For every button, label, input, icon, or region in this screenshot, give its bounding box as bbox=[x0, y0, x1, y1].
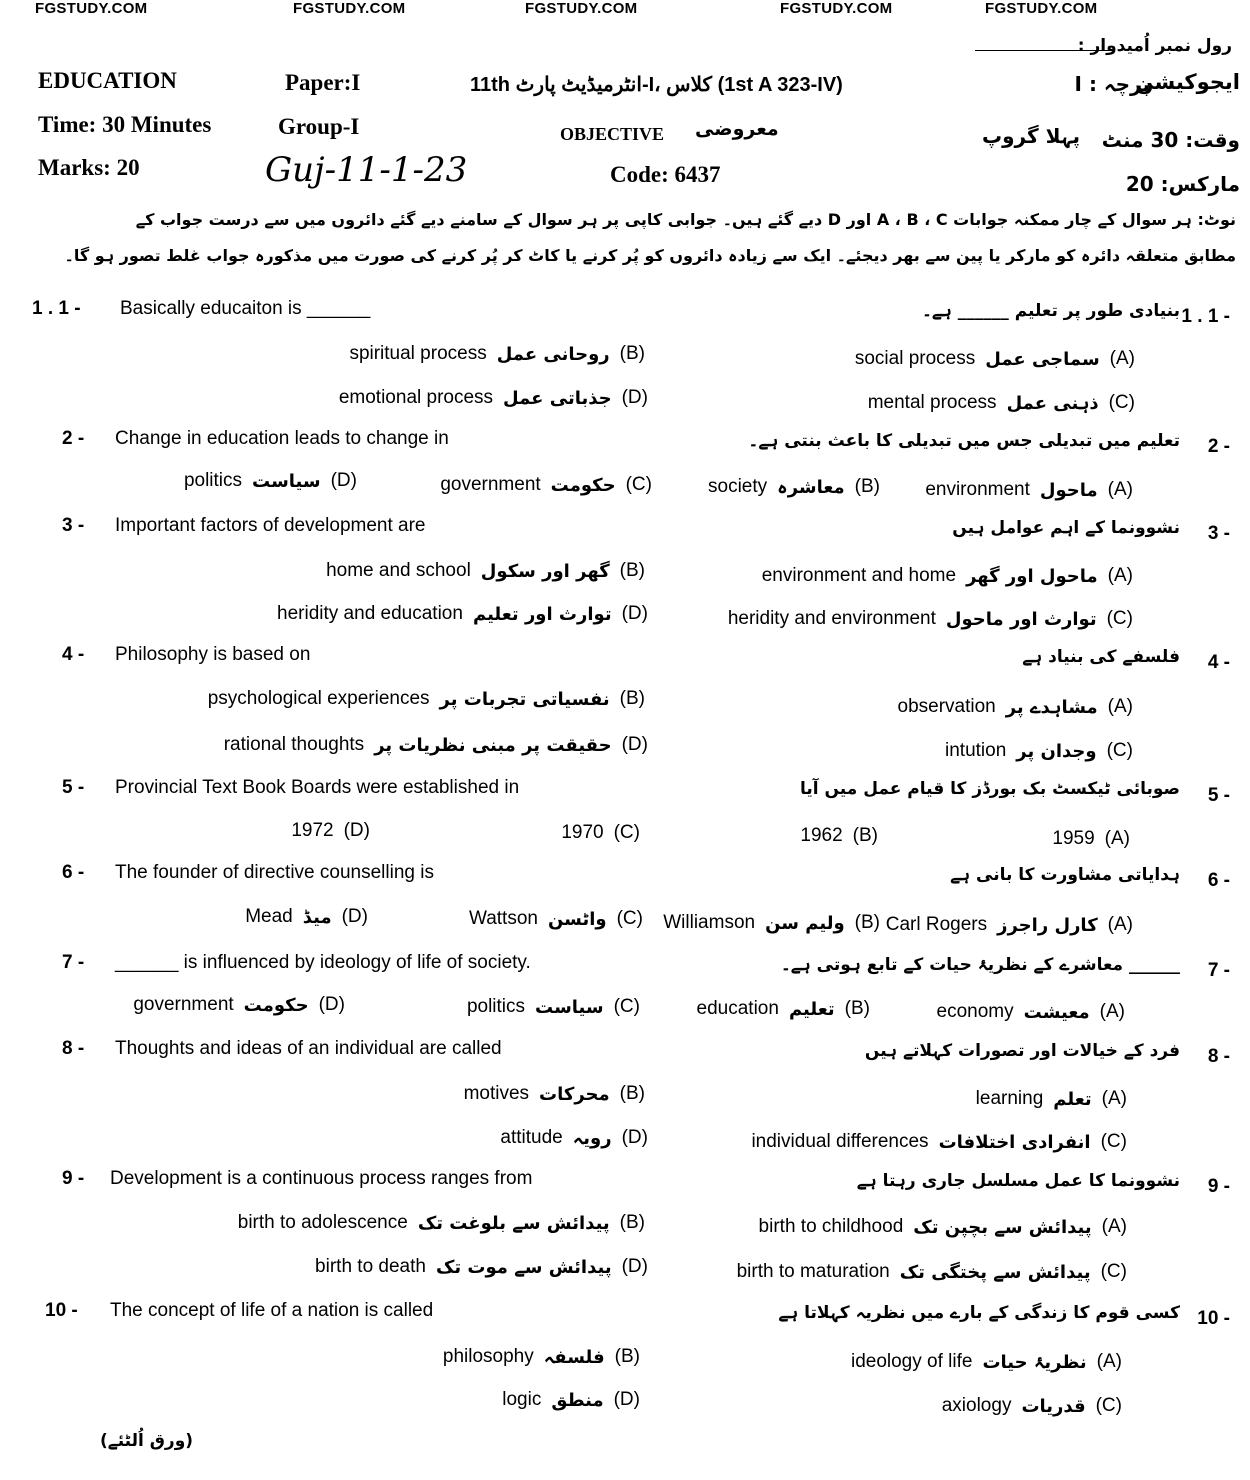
option-text: learning bbox=[975, 1088, 1044, 1109]
question-text: Development is a continuous process ranges from bbox=[110, 1168, 533, 1189]
question-number-urdu: 6 - bbox=[1207, 870, 1230, 891]
answer-option bbox=[277, 603, 648, 625]
answer-option bbox=[184, 470, 357, 492]
question-text-urdu: صوبائی ٹیکسٹ بک بورڈز کا قیام عمل میں آیا bbox=[800, 779, 1180, 799]
answer-option bbox=[976, 1088, 1127, 1110]
question-number-urdu: 8 - bbox=[1207, 1046, 1230, 1067]
question-text-urdu: فلسفے کی بنیاد ہے bbox=[1022, 647, 1180, 667]
option-text: ideology of life bbox=[850, 1351, 973, 1372]
answer-option bbox=[224, 734, 648, 756]
option-text: heridity and education bbox=[277, 603, 463, 624]
question-text-urdu: کسی قوم کا زندگی کے بارے میں نظریہ کہلاتا ہے bbox=[778, 1303, 1180, 1323]
question-text: The concept of life of a nation is called bbox=[110, 1300, 434, 1321]
question-number: 2 - bbox=[62, 428, 85, 449]
instructions-line-1: نوٹ: ہر سوال کے چار ممکنہ جوابات A ، B ، C اور D دیے گئے ہیں۔ جوابی کاپی پر ہر سوال کے سامنے دیے گئے دائروں میں سے درست جواب کے bbox=[135, 210, 1236, 229]
option-text: 1972 bbox=[291, 820, 334, 841]
subject-ur: ایجوکیشن bbox=[1135, 70, 1240, 94]
option-text: observation bbox=[897, 696, 996, 717]
option-text: heridity and environment bbox=[727, 608, 936, 629]
question-text: The founder of directive counselling is bbox=[115, 862, 434, 883]
question-text-urdu: ہدایاتی مشاورت کا بانی ہے bbox=[950, 865, 1180, 885]
option-text-urdu: رویہ bbox=[572, 1127, 612, 1149]
option-text: Wattson bbox=[468, 908, 538, 929]
option-text-urdu: معیشت bbox=[1023, 1001, 1090, 1023]
option-text: motives bbox=[463, 1083, 530, 1104]
handwritten-date: Guj-11-1-23 bbox=[265, 150, 468, 190]
question-number: 5 - bbox=[62, 777, 85, 798]
option-text-urdu: وجدان پر bbox=[1016, 740, 1097, 762]
option-text: society bbox=[708, 476, 768, 497]
option-letter: (B) bbox=[614, 1346, 640, 1367]
question-number-urdu: 2 - bbox=[1207, 436, 1230, 457]
option-text: politics bbox=[183, 470, 243, 491]
option-text-urdu: پیدائش سے پختگی تک bbox=[899, 1261, 1091, 1283]
option-text-urdu: نفسیاتی تجربات پر bbox=[439, 688, 610, 710]
option-letter: (C) bbox=[1100, 1261, 1127, 1282]
option-letter: (A) bbox=[1104, 828, 1130, 849]
option-letter: (D) bbox=[343, 820, 370, 841]
option-letter: (B) bbox=[619, 560, 645, 581]
answer-option bbox=[561, 822, 640, 844]
option-text: social process bbox=[854, 348, 976, 369]
option-text-urdu: جذباتی عمل bbox=[503, 387, 612, 409]
answer-option bbox=[925, 479, 1133, 501]
question-number: 6 - bbox=[62, 862, 85, 883]
question-number: 3 - bbox=[62, 515, 85, 536]
option-text-urdu: میڈ bbox=[302, 906, 332, 928]
option-text-urdu: پیدائش سے موت تک bbox=[435, 1256, 612, 1278]
group-ur: پہلا گروپ bbox=[982, 124, 1080, 148]
option-text: 1970 bbox=[561, 822, 604, 843]
question-number-urdu: 9 - bbox=[1207, 1176, 1230, 1197]
answer-option bbox=[291, 820, 370, 842]
answer-option bbox=[469, 908, 643, 930]
answer-option bbox=[464, 1083, 645, 1105]
option-text-urdu: نظریۂ حیات bbox=[982, 1351, 1087, 1373]
answer-option bbox=[500, 1127, 648, 1149]
answer-option bbox=[349, 343, 645, 365]
option-text: government bbox=[133, 994, 234, 1015]
roll-number-line bbox=[975, 50, 1115, 51]
roll-number-label: رول نمبر اُمیدوار : bbox=[1077, 36, 1232, 56]
question-number-urdu: 1 . 1 - bbox=[1181, 306, 1230, 327]
option-letter: (A) bbox=[1109, 348, 1135, 369]
watermark: FGSTUDY.COM bbox=[525, 0, 638, 17]
option-letter: (B) bbox=[619, 1212, 645, 1233]
question-number: 7 - bbox=[62, 952, 85, 973]
answer-option bbox=[467, 996, 640, 1018]
option-text: economy bbox=[936, 1001, 1014, 1022]
option-text-urdu: معاشرہ bbox=[777, 476, 845, 498]
option-text: Carl Rogers bbox=[885, 914, 988, 935]
question-number-urdu: 4 - bbox=[1207, 652, 1230, 673]
answer-option bbox=[1052, 828, 1130, 850]
option-letter: (D) bbox=[613, 1389, 640, 1410]
option-text-urdu: توارث اور ماحول bbox=[945, 608, 1097, 630]
option-text: birth to death bbox=[315, 1256, 426, 1277]
option-text: birth to adolescence bbox=[237, 1212, 408, 1233]
question-text: ______ is influenced by ideology of life of society. bbox=[115, 952, 531, 973]
option-text: environment and home bbox=[761, 565, 957, 586]
option-text-urdu: ذہنی عمل bbox=[1006, 392, 1099, 414]
option-text-urdu: منطق bbox=[551, 1389, 604, 1411]
marks-en: Marks: 20 bbox=[38, 155, 140, 180]
option-letter: (B) bbox=[844, 998, 870, 1019]
option-letter: (C) bbox=[1100, 1131, 1127, 1152]
answer-option bbox=[737, 1261, 1127, 1283]
option-letter: (B) bbox=[852, 825, 878, 846]
option-text: logic bbox=[502, 1389, 542, 1410]
question-number-urdu: 3 - bbox=[1207, 523, 1230, 544]
option-text: psychological experiences bbox=[207, 688, 430, 709]
answer-option bbox=[663, 912, 880, 934]
option-letter: (C) bbox=[616, 908, 643, 929]
watermark: FGSTUDY.COM bbox=[985, 0, 1098, 17]
option-text-urdu: تعلیم bbox=[788, 998, 835, 1020]
turn-over-note: (ورق اُلٹئے) bbox=[100, 1431, 194, 1451]
answer-option bbox=[245, 906, 368, 928]
option-letter: (A) bbox=[1101, 1088, 1127, 1109]
option-text: rational thoughts bbox=[223, 734, 365, 755]
option-text-urdu: انفرادی اختلافات bbox=[938, 1131, 1091, 1153]
answer-option bbox=[898, 696, 1134, 718]
option-text-urdu: محرکات bbox=[539, 1083, 610, 1105]
option-letter: (A) bbox=[1107, 696, 1133, 717]
option-text: emotional process bbox=[338, 387, 494, 408]
option-text-urdu: حکومت bbox=[550, 474, 616, 496]
question-text: Philosophy is based on bbox=[115, 644, 311, 665]
option-letter: (B) bbox=[619, 343, 645, 364]
question-text: Change in education leads to change in bbox=[115, 428, 449, 449]
question-number-urdu: 5 - bbox=[1207, 785, 1230, 806]
option-text: birth to childhood bbox=[758, 1216, 904, 1237]
question-number: 9 - bbox=[62, 1168, 85, 1189]
option-text-urdu: ماحول bbox=[1039, 479, 1098, 501]
answer-option bbox=[851, 1351, 1122, 1373]
option-letter: (D) bbox=[621, 1256, 648, 1277]
watermark: FGSTUDY.COM bbox=[35, 0, 148, 17]
answer-option bbox=[762, 565, 1133, 587]
option-text: home and school bbox=[326, 560, 471, 581]
option-text-urdu: پیدائش سے بچپن تک bbox=[913, 1216, 1092, 1238]
question-number: 10 - bbox=[45, 1300, 78, 1321]
answer-option bbox=[868, 392, 1135, 414]
question-text-urdu: تعلیم میں تبدیلی جس میں تبدیلی کا باعث بنتی ہے۔ bbox=[748, 431, 1180, 451]
question-text-urdu: نشوونما کے اہم عوامل ہیں bbox=[952, 518, 1180, 538]
option-letter: (A) bbox=[1107, 479, 1133, 500]
paper-en: Paper:I bbox=[285, 70, 361, 95]
class-line: 11th انٹرمیڈیٹ پارٹ-I، کلاس (1st A 323-IV) bbox=[470, 74, 843, 96]
answer-option bbox=[208, 688, 645, 710]
option-text-urdu: پیدائش سے بلوغت تک bbox=[417, 1212, 610, 1234]
option-letter: (D) bbox=[318, 994, 345, 1015]
option-text: attitude bbox=[500, 1127, 563, 1148]
option-text-urdu: سماجی عمل bbox=[985, 348, 1100, 370]
option-letter: (B) bbox=[854, 912, 880, 933]
marks-ur: مارکس: 20 bbox=[1125, 172, 1240, 196]
answer-option bbox=[942, 1395, 1122, 1417]
answer-option bbox=[751, 1131, 1127, 1153]
option-text: individual differences bbox=[751, 1131, 929, 1152]
option-text: education bbox=[696, 998, 779, 1019]
answer-option bbox=[945, 740, 1133, 762]
question-number: 1 . 1 - bbox=[32, 298, 81, 319]
option-text: birth to maturation bbox=[736, 1261, 890, 1282]
option-text: government bbox=[440, 474, 541, 495]
option-text: spiritual process bbox=[349, 343, 487, 364]
question-number: 4 - bbox=[62, 644, 85, 665]
question-text: Important factors of development are bbox=[115, 515, 426, 536]
answer-option bbox=[886, 914, 1133, 936]
option-text-urdu: حقیقت پر مبنی نظریات پر bbox=[374, 734, 612, 756]
answer-option bbox=[728, 608, 1133, 630]
option-text: environment bbox=[925, 479, 1030, 500]
option-letter: (B) bbox=[619, 688, 645, 709]
question-text-urdu: نشوونما کا عمل مسلسل جاری رہتا ہے bbox=[856, 1171, 1180, 1191]
option-letter: (C) bbox=[625, 474, 652, 495]
option-letter: (C) bbox=[1095, 1395, 1122, 1416]
question-number: 8 - bbox=[62, 1038, 85, 1059]
option-letter: (B) bbox=[854, 476, 880, 497]
answer-option bbox=[133, 994, 345, 1016]
objective-en: OBJECTIVE bbox=[560, 124, 665, 144]
objective-ur: معروضی bbox=[695, 118, 779, 140]
question-number-urdu: 7 - bbox=[1207, 960, 1230, 981]
option-text-urdu: کارل راجرز bbox=[997, 914, 1098, 936]
answer-option bbox=[315, 1256, 648, 1278]
option-text-urdu: ولیم سن bbox=[765, 912, 845, 934]
option-letter: (C) bbox=[613, 996, 640, 1017]
instructions-line-2: مطابق متعلقہ دائرہ کو مارکر یا پین سے بھر دیجئے۔ ایک سے زیادہ دائروں کو پُر کرنے یا کاٹ کر پُر کرنے کی صورت میں مذکورہ جواب غلط تصور ہو گا۔ bbox=[64, 246, 1236, 265]
option-letter: (A) bbox=[1101, 1216, 1127, 1237]
subject-en: EDUCATION bbox=[38, 68, 177, 93]
option-text-urdu: تعلم bbox=[1053, 1088, 1092, 1110]
time-ur: وقت: 30 منٹ bbox=[1101, 128, 1240, 152]
option-text-urdu: سیاست bbox=[252, 470, 321, 492]
option-letter: (C) bbox=[1106, 740, 1133, 761]
option-letter: (A) bbox=[1107, 565, 1133, 586]
option-letter: (D) bbox=[621, 603, 648, 624]
option-text-urdu: قدریات bbox=[1021, 1395, 1086, 1417]
watermark: FGSTUDY.COM bbox=[293, 0, 406, 17]
group-en: Group-I bbox=[278, 114, 360, 139]
option-text-urdu: سیاست bbox=[535, 996, 604, 1018]
answer-option bbox=[443, 1346, 640, 1368]
option-text: philosophy bbox=[442, 1346, 534, 1367]
option-letter: (D) bbox=[330, 470, 357, 491]
option-text: politics bbox=[466, 996, 526, 1017]
question-text-urdu: فرد کے خیالات اور تصورات کہلاتے ہیں bbox=[864, 1041, 1180, 1061]
option-text-urdu: روحانی عمل bbox=[496, 343, 610, 365]
option-letter: (D) bbox=[621, 1127, 648, 1148]
answer-option bbox=[937, 1001, 1125, 1023]
answer-option bbox=[855, 348, 1135, 370]
option-letter: (D) bbox=[341, 906, 368, 927]
question-text-urdu: ______ معاشرے کے نظریۂ حیات کے تابع ہوتی ہے۔ bbox=[780, 955, 1180, 975]
option-text: 1959 bbox=[1052, 828, 1095, 849]
answer-option bbox=[502, 1389, 640, 1411]
option-letter: (C) bbox=[613, 822, 640, 843]
answer-option bbox=[759, 1216, 1127, 1238]
answer-option bbox=[697, 998, 870, 1020]
paper-code: Code: 6437 bbox=[610, 162, 721, 187]
option-text-urdu: ماحول اور گھر bbox=[966, 565, 1098, 587]
option-text: 1962 bbox=[800, 825, 843, 846]
option-letter: (D) bbox=[621, 734, 648, 755]
option-text-urdu: توارث اور تعلیم bbox=[472, 603, 612, 625]
question-text: Thoughts and ideas of an individual are called bbox=[115, 1038, 502, 1059]
question-number-urdu: 10 - bbox=[1197, 1308, 1230, 1329]
answer-option bbox=[800, 825, 878, 847]
watermark: FGSTUDY.COM bbox=[780, 0, 893, 17]
option-text-urdu: حکومت bbox=[243, 994, 309, 1016]
option-text: axiology bbox=[941, 1395, 1012, 1416]
answer-option bbox=[238, 1212, 645, 1234]
option-text-urdu: گھر اور سکول bbox=[480, 560, 610, 582]
option-letter: (A) bbox=[1107, 914, 1133, 935]
question-text: Basically educaiton is ______ bbox=[120, 298, 371, 319]
answer-option bbox=[326, 560, 645, 582]
answer-option bbox=[440, 474, 652, 496]
question-text: Provincial Text Book Boards were established in bbox=[115, 777, 520, 798]
option-letter: (C) bbox=[1108, 392, 1135, 413]
answer-option bbox=[708, 476, 880, 498]
option-letter: (B) bbox=[619, 1083, 645, 1104]
option-letter: (A) bbox=[1096, 1351, 1122, 1372]
option-text: intution bbox=[945, 740, 1007, 761]
option-text: mental process bbox=[867, 392, 997, 413]
option-letter: (C) bbox=[1106, 608, 1133, 629]
option-text-urdu: مشاہدے پر bbox=[1005, 696, 1098, 718]
option-text: Mead bbox=[245, 906, 293, 927]
option-text-urdu: فلسفہ bbox=[543, 1346, 605, 1368]
question-text-urdu: بنیادی طور پر تعلیم ______ ہے۔ bbox=[921, 301, 1180, 321]
option-letter: (D) bbox=[621, 387, 648, 408]
option-text: Williamson bbox=[663, 912, 756, 933]
option-letter: (A) bbox=[1099, 1001, 1125, 1022]
paper-ur: پرچہ : I bbox=[1074, 72, 1150, 96]
time-en: Time: 30 Minutes bbox=[38, 112, 212, 137]
answer-option bbox=[339, 387, 648, 409]
option-text-urdu: واٹسن bbox=[547, 908, 607, 930]
